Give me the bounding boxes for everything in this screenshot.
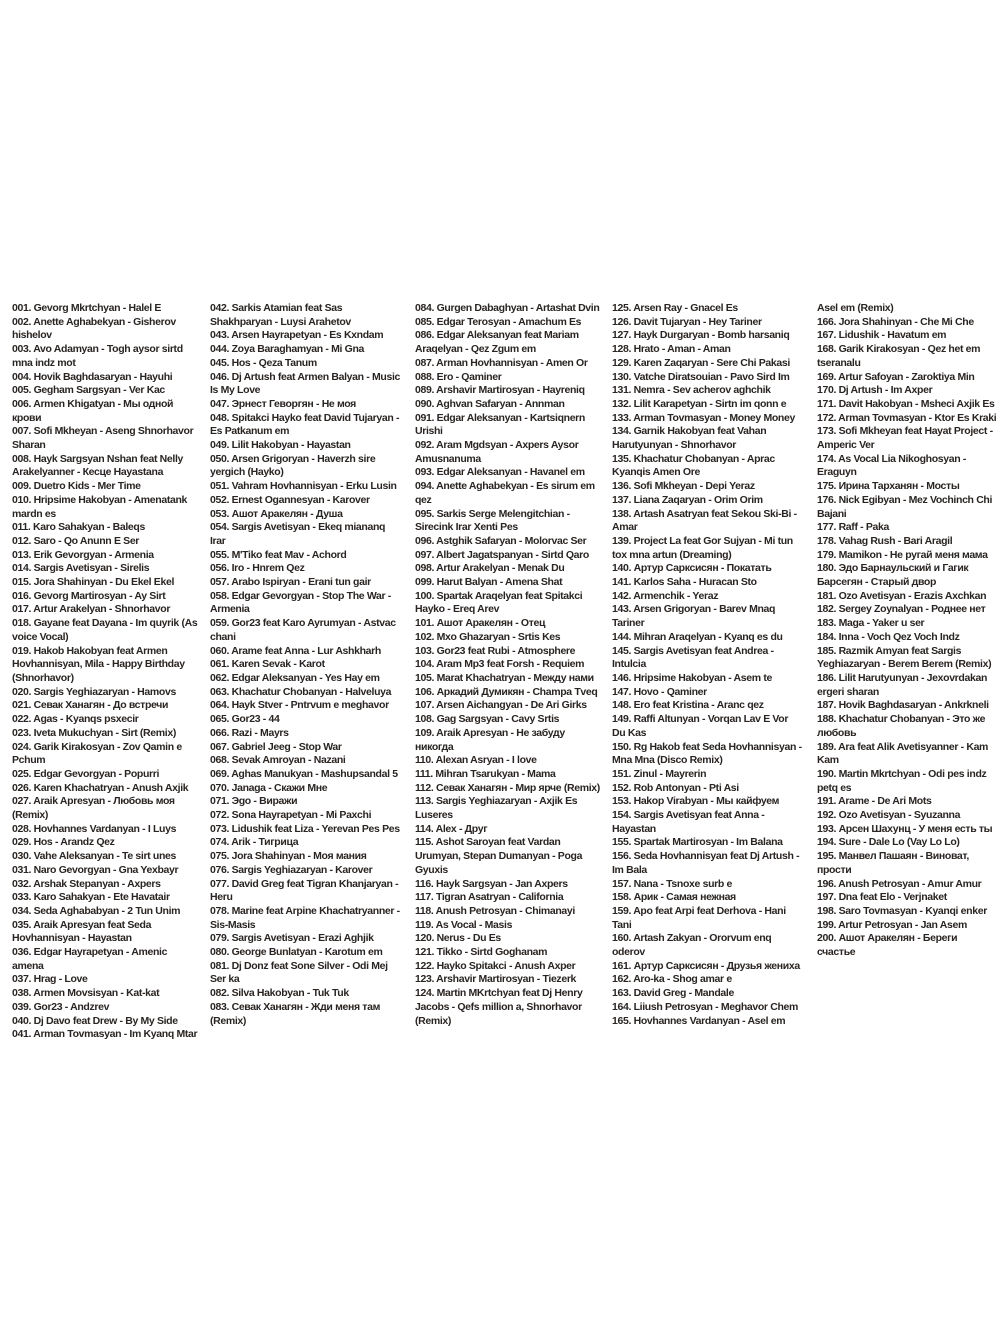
track-entry: 045. Hos - Qeza Tanum [209, 356, 317, 369]
track-entry: 018. Gayane feat Dayana - Im quyrik (As voice Vocal) [12, 617, 198, 643]
track-entry: 016. Gevorg Martirosyan - Ay Sirt [12, 589, 166, 602]
track-entry: 111. Mihran Tsarukyan - Mama [414, 767, 556, 780]
track-entry: 200. Ашот Аракелян - Береги счастье [816, 932, 958, 959]
track-entry: 126. Davit Tujaryan - Hey Tariner [611, 315, 762, 328]
track-entry: 013. Erik Gevorgyan - Armenia [12, 548, 154, 561]
track-entry: 089. Arshavir Martirosyan - Hayreniq [414, 384, 585, 397]
track-entry: 084. Gurgen Dabaghyan - Artashat Dvin [414, 302, 600, 314]
track-entry: 007. Sofi Mkheyan - Aseng Shnorhavor Sharan [12, 425, 194, 452]
track-entry: 180. Эдо Барнаульский и Гагик Барсегян - Старый двор [816, 562, 969, 589]
track-entry: 156. Seda Hovhannisyan feat Dj Artush - Im Bala [611, 850, 800, 876]
track-entry: 181. Ozo Avetisyan - Erazis Axchkan [816, 589, 987, 602]
track-entry: 042. Sarkis Atamian feat Sas Shakhparyan - Luysi Arahetov [209, 302, 351, 328]
track-entry: 026. Karen Khachatryan - Anush Axjik [12, 781, 189, 794]
track-entry: 099. Harut Balyan - Amena Shat [414, 576, 563, 589]
track-entry: 008. Hayk Sargsyan Nshan feat Nelly Arakelyanner - Кесце Hayastana [12, 452, 184, 479]
track-entry: 014. Sargis Avetisyan - Sirelis [12, 562, 150, 575]
track-entry: 153. Hakop Virabyan - Мы кайфуем [611, 795, 780, 808]
track-entry: 055. M'Tiko feat Mav - Achord [209, 548, 347, 561]
track-entry: 002. Anette Aghabekyan - Gisherov hishelov [12, 315, 176, 342]
track-entry: 058. Edgar Gevorgyan - Stop The War - Armenia [209, 589, 391, 616]
track-entry: 150. Rg Hakob feat Seda Hovhannisyan - Mna Mna (Disco Remix) [611, 740, 802, 767]
track-entry: 108. Gag Sargsyan - Cavy Srtis [414, 713, 560, 726]
track-entry: 155. Spartak Martirosyan - Im Balana [611, 836, 783, 849]
track-entry: 177. Raff - Paka [816, 521, 889, 534]
track-entry: 090. Aghvan Safaryan - Annman [414, 397, 565, 410]
track-entry: 073. Lidushik feat Liza - Yerevan Pes Pes [209, 822, 400, 835]
track-entry: 023. Iveta Mukuchyan - Sirt (Remix) [12, 726, 176, 739]
track-entry: 123. Arshavir Martirosyan - Tiezerk [414, 973, 577, 986]
track-entry: 078. Marine feat Arpine Khachatryanner - Sis-Masis [209, 904, 400, 931]
track-entry: 051. Vahram Hovhannisyan - Erku Lusin [209, 480, 397, 493]
track-entry: 056. Iro - Hnrem Qez [209, 562, 305, 575]
track-entry: 169. Artur Safoyan - Zaroktiya Min [816, 370, 975, 383]
track-entry: 091. Edgar Aleksanyan - Kartsiqnern Urishi [414, 411, 585, 438]
track-entry: 057. Arabo Ispiryan - Erani tun gair [209, 576, 371, 589]
track-entry: 133. Arman Tovmasyan - Money Money [611, 411, 795, 424]
track-entry: 077. David Greg feat Tigran Khanjaryan - Heru [209, 877, 399, 904]
track-entry: 146. Hripsime Hakobyan - Asem te [611, 671, 772, 684]
track-entry: 009. Duetro Kids - Mer Time [12, 480, 141, 493]
track-entry: 050. Arsen Grigoryan - Haverzh sire yergich (Hayko) [209, 452, 376, 479]
track-entry: 185. Razmik Amyan feat Sargis Yeghiazaryan - Berem Berem (Remix) [816, 644, 992, 671]
tracklist-column-5 [817, 302, 998, 1042]
track-entry: 061. Karen Sevak - Karot [209, 658, 325, 671]
track-entry: 095. Sarkis Serge Melengitchian - Sirecink Irar Xenti Pes [414, 507, 570, 534]
track-entry: 048. Spitakci Hayko feat David Tujaryan - Es Patkanum em [209, 411, 400, 438]
track-entry: 166. Jora Shahinyan - Che Mi Che [816, 315, 974, 328]
track-entry: 171. Davit Hakobyan - Msheci Axjik Es [816, 397, 995, 410]
track-entry: 110. Alexan Asryan - I love [414, 754, 537, 767]
track-entry: 021. Севак Ханагян - До встречи [12, 699, 169, 712]
track-entry: 152. Rob Antonyan - Pti Asi [611, 781, 739, 794]
track-entry: 035. Araik Apresyan feat Seda Hovhannisyan - Hayastan [12, 918, 152, 945]
tracklist-column-1 [12, 302, 201, 1042]
track-entry: 113. Sargis Yeghiazaryan - Axjik Es Luseres [414, 795, 578, 822]
track-entry: 070. Janaga - Скажи Мне [209, 781, 328, 794]
track-entry: 044. Zoya Baraghamyan - Mi Gna [209, 343, 365, 356]
track-entry: 027. Araik Apresyan - Любовь моя (Remix) [12, 795, 175, 822]
track-entry: 062. Edgar Aleksanyan - Yes Hay em [209, 671, 380, 684]
track-entry: 039. Gor23 - Andzrev [12, 1000, 110, 1013]
track-entry: 114. Alex - Друг [414, 822, 488, 835]
track-entry: 015. Jora Shahinyan - Du Ekel Ekel [12, 576, 175, 589]
track-entry: 193. Арсен Шахунц - У меня есть ты [816, 822, 993, 835]
track-entry: 117. Tigran Asatryan - California [414, 891, 564, 904]
track-entry: 088. Ero - Qaminer [414, 370, 502, 383]
track-entry: 059. Gor23 feat Karo Ayrumyan - Astvac chani [209, 617, 396, 643]
track-entry: 094. Anette Aghabekyan - Es sirum em qez [414, 480, 595, 506]
track-entry: 047. Эрнест Геворгян - Не моя [209, 397, 356, 410]
track-entry: 176. Nick Egibyan - Mez Vochinch Chi Bajani [816, 493, 993, 520]
track-entry: 092. Aram Mgdsyan - Axpers Aysor Amusnanuma [414, 439, 579, 465]
track-entry: 130. Vatche Diratsouian - Pavo Sird Im [611, 370, 790, 383]
tracklist-column-4 [612, 302, 803, 1042]
track-entry: 105. Marat Khachatryan - Между нами [414, 671, 594, 684]
track-entry: 173. Sofi Mkheyan feat Hayat Project - Amperic Ver [816, 425, 993, 452]
track-entry: 087. Arman Hovhannisyan - Amen Or [414, 356, 588, 369]
track-entry: 065. Gor23 - 44 [209, 713, 280, 726]
track-entry: 024. Garik Kirakosyan - Zov Qamin e Pchum [12, 740, 182, 767]
track-entry: 098. Artur Arakelyan - Menak Du [414, 562, 565, 575]
track-entry: 112. Севак Ханагян - Мир ярче (Remix) [414, 781, 600, 794]
track-entry: 066. Razi - Mayrs [209, 726, 289, 739]
track-entry: 174. As Vocal Lia Nikoghosyan - Eraguyn [816, 452, 967, 479]
track-entry: 107. Arsen Aichangyan - De Ari Girks [414, 699, 587, 712]
track-entry: 143. Arsen Grigoryan - Barev Mnaq Tariner [611, 603, 776, 630]
track-entry: 085. Edgar Terosyan - Amachum Es [414, 315, 582, 328]
track-entry: 119. As Vocal - Masis [414, 918, 513, 931]
track-entry: 031. Naro Gevorgyan - Gna Yexbayr [12, 863, 179, 876]
track-entry: 172. Arman Tovmasyan - Ktor Es Kraki [816, 411, 997, 424]
track-entry: 086. Edgar Aleksanyan feat Mariam Araqelyan - Qez Zgum em [414, 329, 579, 356]
tracklist-column-2 [210, 302, 401, 1042]
tracklist-column-3 [415, 302, 600, 1042]
track-entry: 030. Vahe Aleksanyan - Te sirt unes [12, 850, 176, 863]
track-entry: 067. Gabriel Jeeg - Stop War [209, 740, 342, 753]
track-entry: 158. Арик - Самая нежная [611, 891, 736, 904]
track-entry: 140. Артур Сарксисян - Покатать [611, 562, 772, 575]
track-entry: 190. Martin Mkrtchyan - Odi pes indz petq es [816, 767, 987, 794]
track-entry: 074. Arik - Тигрица [209, 836, 299, 849]
track-entry: 040. Dj Davo feat Drew - By My Side [12, 1014, 178, 1027]
track-entry: 149. Raffi Altunyan - Vorqan Lav E Vor Du Kas [611, 713, 789, 739]
track-entry: 128. Hrato - Aman - Aman [611, 343, 731, 356]
track-entry: 167. Lidushik - Havatum em [816, 329, 947, 342]
track-entry: 025. Edgar Gevorgyan - Popurri [12, 767, 160, 780]
track-entry: 142. Armenchik - Yeraz [611, 589, 719, 602]
track-entry: 197. Dna feat Elo - Verjnaket [816, 891, 947, 904]
track-entry: 121. Tikko - Sirtd Goghanam [414, 946, 548, 959]
track-entry: 184. Inna - Voch Qez Voch Indz [816, 630, 960, 643]
track-entry: 129. Karen Zaqaryan - Sere Chi Pakasi [611, 356, 790, 369]
track-entry: 109. Araik Apresyan - Не забуду никогда [414, 726, 565, 753]
track-entry: 017. Artur Arakelyan - Shnorhavor [12, 603, 171, 616]
track-entry: 151. Zinul - Mayrerin [611, 767, 707, 780]
track-entry: 036. Edgar Hayrapetyan - Amenic amena [12, 946, 168, 972]
track-entry: 170. Dj Artush - Im Axper [816, 384, 933, 397]
track-entry: 096. Astghik Safaryan - Molorvac Ser [414, 534, 587, 547]
track-entry: 064. Hayk Stver - Pntrvum e meghavor [209, 699, 389, 712]
track-entry: 104. Aram Mp3 feat Forsh - Requiem [414, 658, 585, 671]
track-entry: 147. Hovo - Qaminer [611, 685, 707, 698]
track-entry: 135. Khachatur Chobanyan - Aprac Kyanqis Amen Ore [611, 452, 775, 479]
track-entry: 034. Seda Aghababyan - 2 Tun Unim [12, 904, 181, 917]
track-entry: 187. Hovik Baghdasaryan - Ankrkneli [816, 699, 989, 712]
track-entry: 115. Ashot Saroyan feat Vardan Urumyan, Stepan Dumanyan - Poga Gyuxis [414, 836, 583, 876]
track-entry: 186. Lilit Harutyunyan - Jexovrdakan ergeri sharan [816, 671, 988, 698]
track-entry: 136. Sofi Mkheyan - Depi Yeraz [611, 480, 755, 493]
track-entry: 195. Манвел Пашаян - Виноват, прости [816, 850, 969, 876]
track-entry: 033. Karo Sahakyan - Ete Havatair [12, 891, 170, 904]
track-entry: 097. Albert Jagatspanyan - Sirtd Qaro [414, 548, 589, 561]
track-entry: 052. Ernest Ogannesyan - Karover [209, 493, 370, 506]
track-entry: 019. Hakob Hakobyan feat Armen Hovhannisyan, Mila - Happy Birthday (Shnorhavor) [12, 644, 185, 684]
track-entry: 141. Karlos Saha - Huracan Sto [611, 576, 757, 589]
track-entry: 020. Sargis Yeghiazaryan - Hamovs [12, 685, 176, 698]
track-entry: 144. Mihran Araqelyan - Kyanq es du [611, 630, 783, 643]
track-entry: 028. Hovhannes Vardanyan - I Luys [12, 822, 177, 835]
track-entry: 118. Anush Petrosyan - Chimanayi [414, 904, 575, 917]
track-entry: 103. Gor23 feat Rubi - Atmosphere [414, 644, 576, 657]
track-entry: 038. Armen Movsisyan - Kat-kat [12, 987, 160, 1000]
track-entry: 081. Dj Donz feat Sone Silver - Odi Mej Ser ka [209, 959, 388, 986]
track-entry: 071. Эgo - Виражи [209, 795, 298, 808]
track-entry: 162. Aro-ka - Shog amar e [611, 973, 732, 986]
track-entry: 131. Nemra - Sev acherov aghchik [611, 384, 771, 397]
track-entry: 191. Arame - De Ari Mots [816, 795, 932, 808]
track-entry: 168. Garik Kirakosyan - Qez het em tseranalu [816, 343, 981, 369]
track-entry: 006. Armen Khigatyan - Мы одной крови [12, 397, 174, 424]
track-entry: 012. Saro - Qo Anunn E Ser [12, 534, 140, 547]
tracklist-sheet [8, 302, 998, 1042]
track-entry: 164. Liiush Petrosyan - Meghavor Chem [611, 1000, 799, 1013]
track-entry: 132. Lilit Karapetyan - Sirtn im qonn e [611, 397, 787, 410]
track-entry: 043. Arsen Hayrapetyan - Es Kxndam [209, 329, 384, 342]
track-entry: 075. Jora Shahinyan - Моя мания [209, 850, 367, 863]
track-entry: 157. Nana - Tsnoxe surb e [611, 877, 733, 890]
track-entry: 046. Dj Artush feat Armen Balyan - Music Is My Love [209, 370, 401, 397]
track-entry: 198. Saro Tovmasyan - Kyanqi enker [816, 904, 987, 917]
track-entry: 179. Mamikon - Не ругай меня мама [816, 548, 988, 561]
track-entry: 005. Gegham Sargsyan - Ver Kac [12, 384, 165, 397]
track-entry: 054. Sargis Avetisyan - Ekeq miananq Irar [209, 521, 386, 547]
track-entry: 053. Ашот Аракелян - Душа [209, 507, 343, 520]
track-entry: 159. Apo feat Arpi feat Derhova - Hani Tani [611, 904, 786, 931]
track-entry: 192. Ozo Avetisyan - Syuzanna [816, 809, 961, 822]
track-entry: 137. Liana Zaqaryan - Orim Orim [611, 493, 763, 506]
track-entry: 189. Ara feat Alik Avetisyanner - Kam Kam [816, 740, 989, 767]
track-entry: 080. George Bunlatyan - Karotum em [209, 946, 383, 959]
track-entry: 076. Sargis Yeghiazaryan - Karover [209, 863, 373, 876]
track-entry: 032. Arshak Stepanyan - Axpers [12, 877, 161, 890]
track-entry: 068. Sevak Amroyan - Nazani [209, 754, 346, 767]
track-entry: 196. Anush Petrosyan - Amur Amur [816, 877, 982, 890]
track-entry: 138. Artash Asatryan feat Sekou Ski-Bi - Amar [611, 507, 797, 534]
track-entry: 029. Hos - Arandz Qez [12, 836, 115, 849]
track-entry: 145. Sargis Avetisyan feat Andrea - Intulcia [611, 644, 774, 671]
track-entry: 188. Khachatur Chobanyan - Это же любовь [816, 713, 986, 739]
track-entry: 079. Sargis Avetisyan - Erazi Aghjik [209, 932, 374, 945]
track-entry: 022. Agas - Kyanqs psxecir [12, 713, 139, 726]
track-entry: 160. Artash Zakyan - Ororvum enq oderov [611, 932, 772, 959]
track-entry: 139. Project La feat Gor Sujyan - Mi tun tox mna artun (Dreaming) [611, 534, 793, 561]
track-entry: 083. Севак Ханагян - Жди меня там (Remix) [209, 1000, 381, 1027]
track-entry: 102. Mxo Ghazaryan - Srtis Kes [414, 630, 561, 643]
track-entry: 041. Arman Tovmasyan - Im Kyanq Mtar [12, 1028, 198, 1041]
track-entry: 148. Ero feat Kristina - Aranc qez [611, 699, 764, 712]
track-entry: 199. Artur Petrosyan - Jan Asem [816, 918, 967, 931]
track-entry: 010. Hripsime Hakobyan - Amenatank mardn es [12, 493, 188, 520]
track-entry: 004. Hovik Baghdasaryan - Hayuhi [12, 370, 173, 383]
track-entry: 011. Karo Sahakyan - Baleqs [12, 521, 145, 534]
track-entry: 125. Arsen Ray - Gnacel Es [611, 302, 738, 314]
track-entry: 165. Hovhannes Vardanyan - Asel em [611, 1014, 786, 1027]
track-entry: 001. Gevorg Mkrtchyan - Halel E [12, 302, 162, 314]
track-entry: 178. Vahag Rush - Bari Aragil [816, 534, 953, 547]
track-entry: 122. Hayko Spitakci - Anush Axper [414, 959, 576, 972]
track-entry: 069. Aghas Manukyan - Mashupsandal 5 [209, 767, 398, 780]
track-entry: 082. Silva Hakobyan - Tuk Tuk [209, 987, 349, 1000]
track-entry: 183. Maga - Yaker u ser [816, 617, 925, 630]
track-entry: 101. Ашот Аракелян - Отец [414, 617, 546, 630]
track-entry: 060. Arame feat Anna - Lur Ashkharh [209, 644, 381, 657]
track-entry: 182. Sergey Zoynalyan - Роднее нет [816, 603, 986, 616]
track-entry: 175. Ирина Тарханян - Мосты [816, 480, 960, 493]
track-entry: Asel em (Remix) [816, 302, 894, 314]
track-entry: 120. Nerus - Du Es [414, 932, 501, 945]
track-entry: 037. Hrag - Love [12, 973, 88, 986]
track-entry: 194. Sure - Dale Lo (Vay Lo Lo) [816, 836, 960, 849]
track-entry: 049. Lilit Hakobyan - Hayastan [209, 439, 351, 452]
track-entry: 134. Garnik Hakobyan feat Vahan Harutyunyan - Shnorhavor [611, 425, 767, 452]
track-entry: 093. Edgar Aleksanyan - Havanel em [414, 466, 585, 479]
track-entry: 063. Khachatur Chobanyan - Halveluya [209, 685, 392, 698]
track-entry: 154. Sargis Avetisyan feat Anna - Hayastan [611, 809, 765, 835]
track-entry: 072. Sona Hayrapetyan - Mi Paxchi [209, 809, 372, 822]
track-entry: 161. Артур Сарксисян - Друзья жениха [611, 959, 800, 972]
track-entry: 003. Avo Adamyan - Togh aysor sirtd mna indz mot [12, 343, 183, 369]
track-entry: 116. Hayk Sargsyan - Jan Axpers [414, 877, 568, 890]
track-entry: 127. Hayk Durgaryan - Bomb harsaniq [611, 329, 790, 342]
track-entry: 100. Spartak Araqelyan feat Spitakci Hayko - Ereq Arev [414, 589, 583, 616]
track-entry: 106. Аркадий Думикян - Champa Tveq [414, 685, 598, 698]
track-entry: 163. David Greg - Mandale [611, 987, 734, 1000]
track-entry: 124. Martin MKrtchyan feat Dj Henry Jacobs - Qefs million a, Shnorhavor (Remix) [414, 987, 583, 1027]
